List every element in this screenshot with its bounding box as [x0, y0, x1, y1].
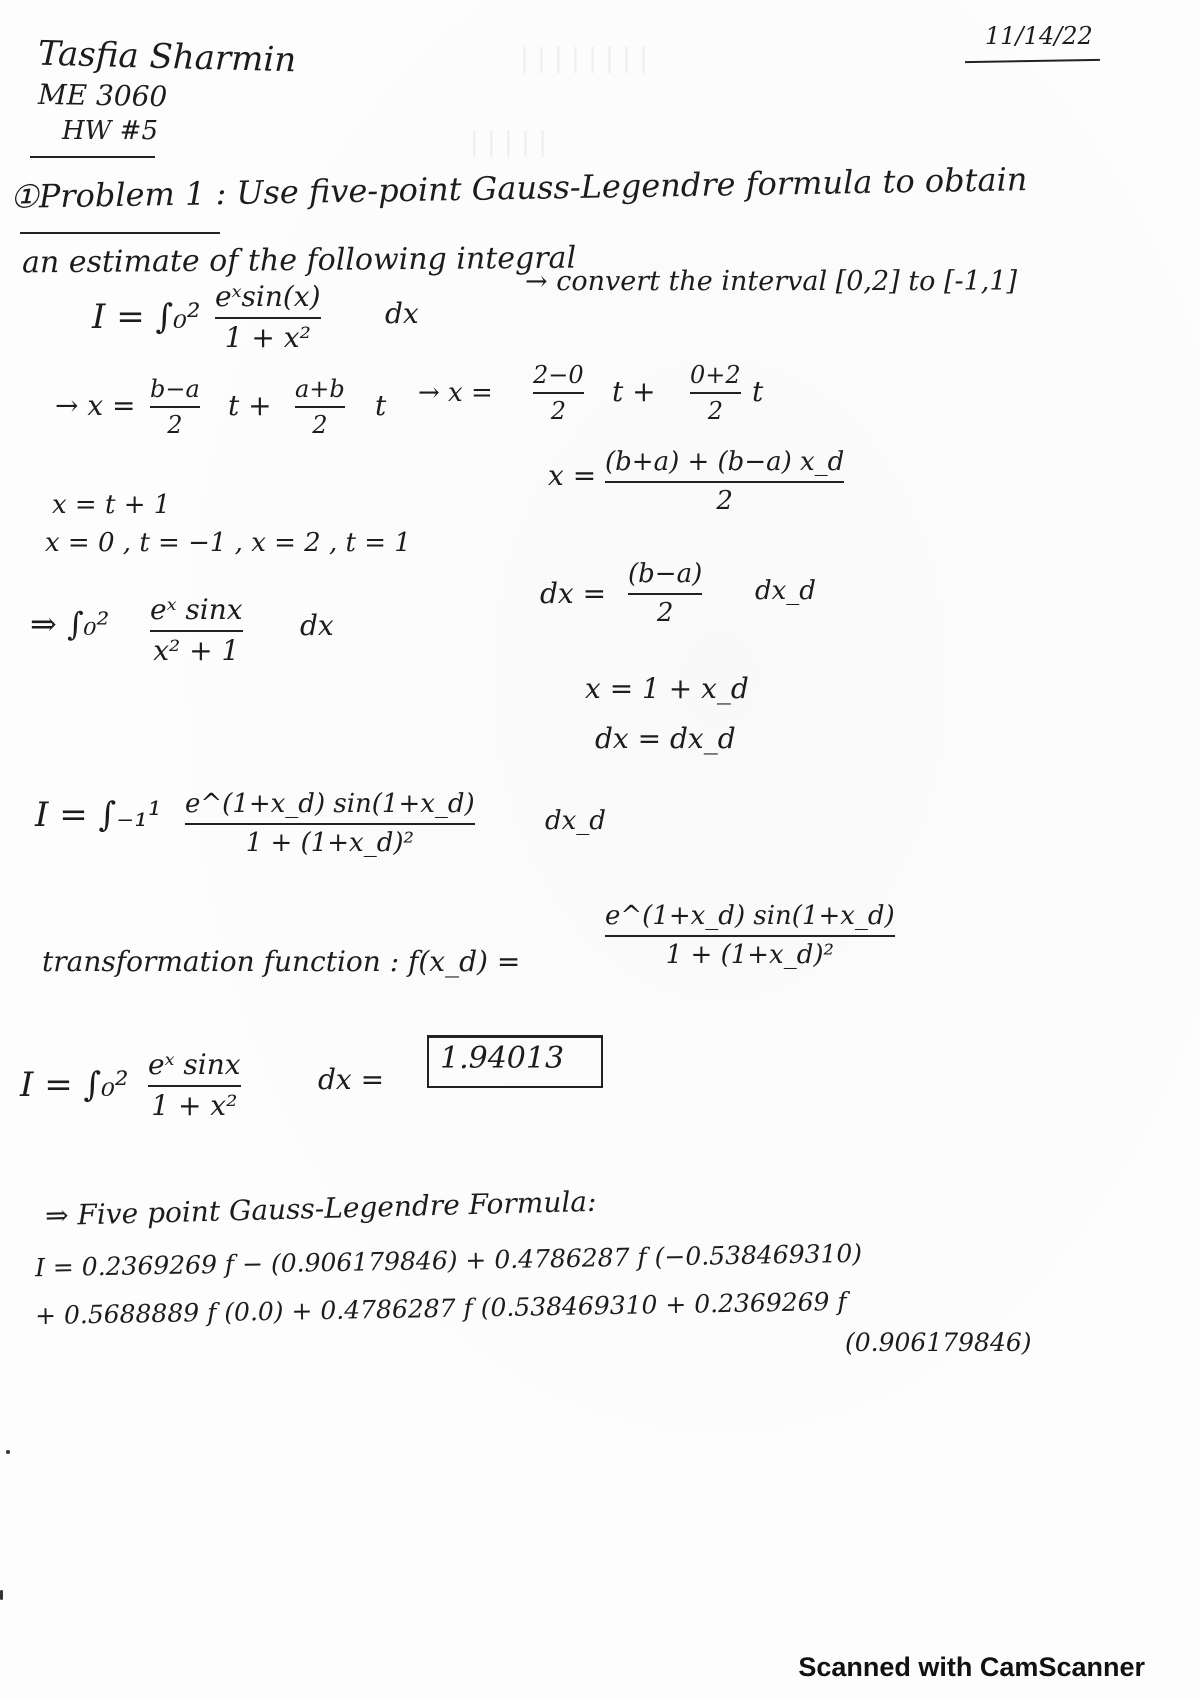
frac-2-minus-0 [533, 362, 584, 425]
fraction-bar [605, 481, 844, 483]
transform-prefix: → x = [55, 389, 136, 422]
transform-term: t + [612, 375, 656, 408]
formula-line-1: I = 0.2369269 f − (0.906179846) + 0.4786287 f (−0.538469310) [34, 1238, 863, 1283]
x-equals-t-plus-1: x = t + 1 [52, 490, 171, 520]
result-lhs: I = ∫₀² [20, 1065, 129, 1105]
general-x-lhs: x = [548, 459, 597, 492]
date: 11/14/22 [985, 22, 1093, 50]
frac-a-plus-b [295, 376, 345, 439]
convert-note: → convert the interval [0,2] to [-1,1] [525, 266, 1018, 297]
fraction-bar [533, 392, 584, 394]
result-dx: dx = [318, 1063, 385, 1096]
frac-denominator: 1 + x² [151, 1088, 238, 1122]
frac-numerator: 0+2 [690, 361, 741, 389]
frac-denominator: 2 [716, 485, 733, 516]
course-code: ME 3060 [37, 77, 168, 114]
frac-denominator: 2 [312, 411, 328, 440]
integral-numerator: eˣsin(x) [215, 280, 321, 313]
integral-fraction [215, 282, 321, 354]
dx-rhs: dx_d [755, 576, 816, 606]
result-value: 1.94013 [440, 1041, 565, 1076]
transformation-fraction [605, 902, 895, 969]
frac-denominator: 2 [707, 397, 723, 426]
mapped-dx: dx_d [545, 806, 606, 836]
fraction-bar [295, 406, 345, 408]
frac-denominator: x² + 1 [153, 633, 240, 667]
frac-0-plus-2 [690, 362, 741, 425]
frac-numerator: e^(1+x_d) sin(1+x_d) [185, 789, 475, 819]
frac-numerator: a+b [295, 375, 345, 403]
fraction-bar [185, 823, 475, 825]
bounds: x = 0 , t = −1 , x = 2 , t = 1 [45, 528, 411, 558]
fraction-bar [690, 392, 741, 394]
camscanner-watermark: Scanned with CamScanner [798, 1652, 1145, 1682]
integral-lhs: I = ∫₀² [92, 297, 201, 337]
fraction-bar [215, 317, 321, 319]
result-fraction [148, 1050, 241, 1122]
mapped-fraction [185, 790, 475, 857]
scan-speck [0, 1590, 3, 1600]
bleed-through-text: | | | | | [470, 128, 547, 158]
problem-heading: ①Problem 1 : Use five-point Gauss-Legendre formula to obtain [9, 160, 1028, 216]
homework-number: HW #5 [62, 116, 158, 146]
formula-line-3: + 0.5688889 f (0.0) + 0.4786287 f (0.538469310 + 0.2369269 f [34, 1286, 847, 1331]
transform-arrow: → x = [418, 378, 493, 408]
fraction-bar [148, 1085, 241, 1087]
scan-speck [6, 1450, 10, 1454]
rewrite-fraction [150, 595, 243, 667]
frac-numerator: eˣ sinx [150, 593, 243, 626]
problem-underline [20, 232, 220, 234]
integral-denominator: 1 + x² [224, 320, 311, 354]
frac-denominator: 2 [167, 411, 183, 440]
frac-denominator: 2 [550, 397, 566, 426]
frac-denominator: 2 [656, 597, 674, 628]
frac-numerator: (b−a) [628, 559, 703, 589]
transform-term: t + [228, 389, 272, 422]
dx-fraction [628, 560, 702, 627]
transformation-label: transformation function : f(x_d) = [42, 945, 521, 978]
frac-numerator: b−a [150, 375, 200, 403]
general-x-fraction [605, 448, 844, 515]
problem-heading-continued: an estimate of the following integral [21, 240, 577, 281]
dx-lhs: dx = [540, 577, 607, 610]
frac-numerator: e^(1+x_d) sin(1+x_d) [605, 901, 895, 931]
frac-b-minus-a [150, 376, 200, 439]
date-underline [965, 59, 1100, 63]
student-name: Tasfia Sharmin [37, 33, 297, 81]
x-equals-1-plus-xd: x = 1 + x_d [585, 672, 749, 705]
fraction-bar [628, 593, 702, 595]
frac-numerator: 2−0 [533, 361, 584, 389]
dx-equals-dxd: dx = dx_d [595, 722, 736, 755]
formula-heading: ⇒ Five point Gauss-Legendre Formula: [44, 1184, 597, 1233]
rewrite-dx: dx [300, 609, 334, 642]
frac-numerator: (b+a) + (b−a) x_d [605, 447, 845, 477]
transform-term: t [752, 375, 764, 408]
formula-line-3-cont: (0.906179846) [845, 1328, 1032, 1357]
rewrite-lhs: ⇒ ∫₀² [30, 605, 110, 643]
bleed-through-text: | | | | | | | | [520, 44, 648, 74]
integral-dx: dx [385, 297, 419, 330]
frac-denominator: 1 + (1+x_d)² [245, 827, 414, 858]
fraction-bar [150, 406, 200, 408]
transform-term: t [375, 389, 387, 422]
mapped-lhs: I = ∫₋₁¹ [35, 795, 162, 835]
frac-denominator: 1 + (1+x_d)² [665, 939, 834, 970]
header-underline [30, 156, 155, 158]
fraction-bar [605, 935, 895, 937]
frac-numerator: eˣ sinx [148, 1048, 241, 1081]
fraction-bar [150, 630, 243, 632]
